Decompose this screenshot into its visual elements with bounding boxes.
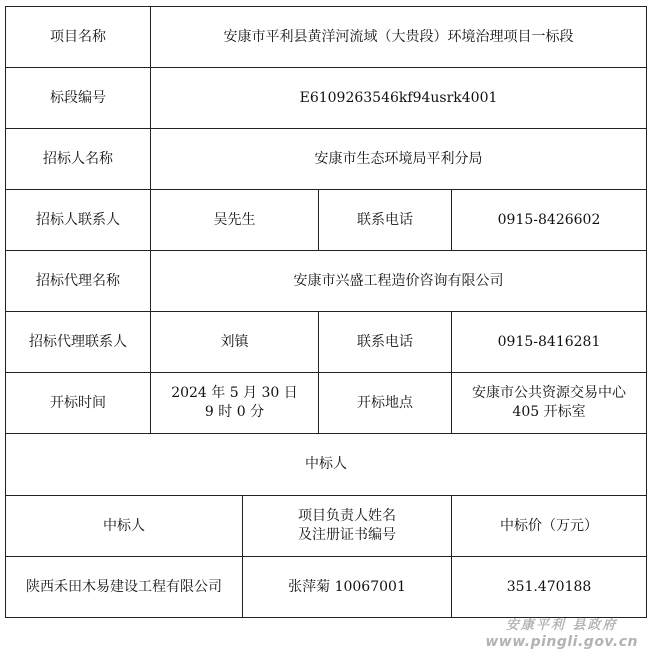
section-number-label: 标段编号	[6, 68, 151, 129]
tenderer-contact-label: 招标人联系人	[6, 190, 151, 251]
winner-section-title: 中标人	[6, 434, 647, 496]
bid-result-sheet	[5, 6, 646, 617]
opening-place-value	[452, 373, 647, 434]
tenderer-value: 安康市生态环境局平利分局	[151, 129, 647, 190]
opening-time-label: 开标时间	[6, 373, 151, 434]
tenderer-contact-name: 吴先生	[151, 190, 319, 251]
project-name-value: 安康市平利县黄洋河流域（大贵段）环境治理项目一标段	[151, 7, 647, 68]
manager-header-line2: 及注册证书编号	[298, 527, 396, 543]
manager-name-cert: 张萍菊 10067001	[243, 557, 452, 618]
tenderer-row	[6, 129, 647, 190]
manager-column-header	[243, 496, 452, 557]
opening-place-room: 405 开标室	[512, 404, 586, 420]
agency-row	[6, 251, 647, 312]
tenderer-phone-label: 联系电话	[319, 190, 452, 251]
watermark-text: 安康平利 县政府	[505, 618, 618, 633]
agency-contact-name: 刘镇	[151, 312, 319, 373]
project-name-row	[6, 7, 647, 68]
opening-time-value	[151, 373, 319, 434]
project-name-label: 项目名称	[6, 7, 151, 68]
opening-hour: 9 时 0 分	[204, 404, 265, 420]
winning-price: 351.470188	[452, 557, 647, 618]
agency-label: 招标代理名称	[6, 251, 151, 312]
agency-phone-value: 0915-8416281	[452, 312, 647, 373]
section-number-row	[6, 68, 647, 129]
winner-section-title-row	[6, 434, 647, 496]
price-column-header: 中标价（万元）	[452, 496, 647, 557]
winner-company: 陕西禾田木易建设工程有限公司	[6, 557, 243, 618]
agency-contact-label: 招标代理联系人	[6, 312, 151, 373]
winner-column-header: 中标人	[6, 496, 243, 557]
manager-header-line1: 项目负责人姓名	[298, 508, 396, 524]
tenderer-phone-value: 0915-8426602	[452, 190, 647, 251]
opening-place-label: 开标地点	[319, 373, 452, 434]
agency-contact-row	[6, 312, 647, 373]
site-watermark	[485, 617, 638, 651]
tenderer-label: 招标人名称	[6, 129, 151, 190]
opening-place-name: 安康市公共资源交易中心	[472, 385, 626, 401]
tenderer-contact-row	[6, 190, 647, 251]
watermark-url: www.pingli.gov.cn	[485, 634, 638, 650]
winner-row	[6, 557, 647, 618]
opening-row	[6, 373, 647, 434]
agency-value: 安康市兴盛工程造价咨询有限公司	[151, 251, 647, 312]
section-number-value: E6109263546kf94usrk4001	[151, 68, 647, 129]
opening-date: 2024 年 5 月 30 日	[171, 385, 298, 401]
winner-header-row	[6, 496, 647, 557]
agency-phone-label: 联系电话	[319, 312, 452, 373]
bid-result-table	[5, 6, 647, 618]
